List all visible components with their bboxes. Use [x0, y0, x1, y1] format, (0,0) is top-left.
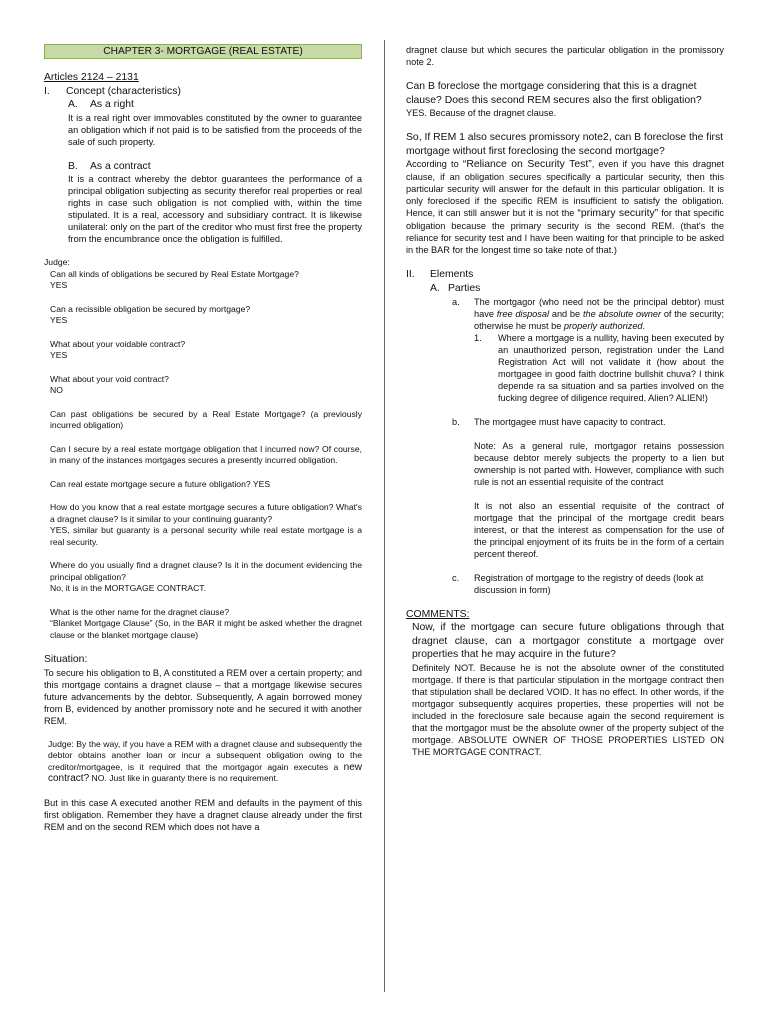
reliance-answer [406, 158, 724, 256]
item-a-part2: and be [551, 308, 581, 319]
item-c [406, 572, 724, 596]
reliance-text-1: According to [406, 159, 459, 170]
where-answer: No, it is in the MORTGAGE CONTRACT. [50, 583, 206, 594]
situation-text: To secure his obligation to B, A constituted a REM over a certain property; and this mortgage contains a dragnet clause – that a mortgage likewise secures future advancements by the debtor. Subsequently, A again borrowed money from B, evidenced by another promissory note and he secured it with another REM. [44, 667, 362, 726]
qa-answer: YES [50, 350, 68, 361]
column-divider [384, 40, 385, 992]
other-name-answer: “Blanket Mortgage Clause” (So, in the BAR it might be asked whether the dragnet clause or the blanket mortgage clause) [50, 618, 362, 640]
subsection-a-title: As a right [90, 99, 134, 111]
possession-note: Note: As a general rule, mortgagor retains possession because debtor merely subjects the property to a lien but ownership is not parted with. However, compliance with such rule is not an essential requisite of the contract [474, 440, 724, 487]
item-1-text: Where a mortgage is a nullity, having been executed by an unauthorized person, registration under the Land Registration Act will not validate it (how about the mortgagee in good faith doctrine bullshit chuva? I think depende ra sa situation and sa parties involved on the fucking degree of diligence required. Alien? ALIEN!) [498, 332, 724, 403]
future-answer: YES [252, 478, 271, 489]
subsection-b-number: B. [68, 160, 78, 172]
parties-title: Parties [448, 282, 481, 294]
qa-answer: YES [50, 280, 68, 291]
section-1-title: Concept (characteristics) [66, 85, 181, 97]
absolute-owner-term: the absolute owner [582, 308, 662, 319]
judge-note-text: Judge: By the way, if you have a REM with a dragnet clause and subsequently the debtor obtains another loan or incur a subsequent obligation owing to the creditor/mortgagee, is it required that the mortgagor again executes a [48, 738, 362, 772]
item-1-label: 1. [474, 332, 482, 343]
qa-answer: YES [50, 315, 68, 326]
right-definition: It is a real right over immovables constituted by the owner to guarantee an obligation which if not paid is to be satisfied from the proceeds of the sale of such property. [68, 112, 362, 147]
contract-definition: It is a contract whereby the debtor guarantees the performance of a principal obligation subjecting as security therefor real properties or real rights in case such obligation is not complied with, within the time stipulated. It is a real, accessory and subsidiary contract. It is likewise unilateral: only on the part of the creditor who must first free the property from the encumbrance once the obligation is fulfilled. [68, 174, 362, 245]
future-question: Can real estate mortgage secure a future obligation? [50, 478, 251, 489]
item-c-label: c. [452, 572, 460, 583]
qa-question: Can a recissible obligation be secured by mortgage? [50, 303, 251, 314]
reliance-question: So, If REM 1 also secures promissory note2, can B foreclose the first mortgage without first foreclosing the second mortgage? [406, 132, 724, 157]
foreclose-answer: YES. Because of the dragnet clause. [406, 108, 557, 119]
qa-question: What about your voidable contract? [50, 338, 186, 349]
past-question: Can past obligations be secured by a Real Estate Mortgage? [50, 408, 306, 419]
section-1-heading [44, 85, 362, 99]
continued-text: dragnet clause but which secures the particular obligation in the promissory note 2. [406, 45, 724, 67]
item-a-label: a. [452, 296, 460, 307]
foreclose-question: Can B foreclose the mortgage considering that this is a dragnet clause? Does this second REM secures also the first obligation? [406, 81, 702, 106]
subsection-b-heading [44, 160, 362, 174]
judge-note-answer: NO. Just like in guaranty there is no requirement. [91, 773, 279, 784]
parties-number: A. [430, 282, 440, 294]
item-b-label: b. [452, 416, 460, 427]
where-question: Where do you usually find a dragnet clause? Is it in the document evidencing the principal obligation? [50, 560, 362, 582]
item-a-part3: of the security; otherwise he must be [474, 308, 725, 331]
item-c-text: Registration of mortgage to the registry of deeds (look at discussion in form) [474, 572, 704, 595]
section-2-heading [406, 268, 724, 282]
free-disposal-term: free disposal [496, 308, 550, 319]
dragnet-answer: YES, similar but guaranty is a personal security while real estate mortgage is a real security. [50, 525, 362, 547]
left-column [44, 44, 362, 833]
subsection-a-number: A. [68, 99, 78, 111]
item-b-text: The mortgagee must have capacity to contract. [474, 416, 666, 427]
situation-label: Situation: [44, 654, 88, 666]
chapter-title: CHAPTER 3- MORTGAGE (REAL ESTATE) [44, 44, 362, 59]
reliance-test-name: “Reliance on Security Test” [462, 159, 592, 171]
item-a-text [474, 296, 724, 332]
comments-label: COMMENTS: [406, 608, 470, 620]
item-a-part1: The mortgagor (who need not be the principal debtor) must have [474, 296, 724, 319]
subsection-a-heading [44, 98, 362, 112]
articles-heading: Articles 2124 – 2131 [44, 72, 139, 83]
item-1 [406, 332, 724, 404]
dragnet-question: How do you know that a real estate mortgage secures a future obligation? What's a dragnet clause? Is it similar to your continuing guaranty? [50, 502, 362, 524]
subsection-b-title: As a contract [90, 160, 151, 172]
section-1-number: I. [44, 85, 50, 97]
comments-question: Now, if the mortgage can secure future obligations through that dragnet clause, can a mortgagor constitute a mortgage over properties that he may acquire in the future? [412, 622, 724, 661]
comments-answer: Definitely NOT. Because he is not the absolute owner of the constituted mortgage. If there is that particular stipulation in the mortgage contract then that stipulation shall be declared VOID. It has no effect. In other words, if the mortgagor subsequently acquires properties, these properties will not be included in the foreclosure sale because again the second requirement is that the mortgagor must be the absolute owner of the property subject of the mortgage. ABSOLUTE OWNER OF THOSE PROPERTIES LISTED ON THE MORTGAGE CONTRACT. [412, 662, 724, 757]
interest-note: It is not also an essential requisite of the contract of mortgage that the principal of the mortgage credit bears interest, or that the interest as compensation for the use of the principal enjoyment of its fruits be in the form of a certain percent thereof. [474, 500, 724, 559]
past-obligation-qa [50, 409, 362, 432]
section-2-number: II. [406, 269, 415, 281]
other-name-question: What is the other name for the dragnet clause? [50, 606, 230, 617]
judge-dragnet-note [44, 739, 362, 785]
section-2-title: Elements [430, 269, 474, 281]
item-a-part4: . [642, 320, 646, 331]
present-obligation-text: Can I secure by a real estate mortgage obligation that I incurred now? Of course, in many of the instances mortgages secures a presently incurred obligation. [50, 443, 362, 466]
item-b [406, 416, 724, 428]
qa-answer: NO [50, 385, 63, 396]
right-column [406, 44, 724, 758]
reliance-text-2: , even if you have this dragnet clause, if an obligation secures specifically a particular security, then this particular security will answer for the default in this particular obligation. It is only foreclosed if the specific REM is insufficient to satisfy the obligation. Hence, it can still answer but it is not the [406, 159, 724, 219]
parties-heading [406, 282, 724, 296]
judge-label: Judge: [44, 257, 70, 268]
qa-question: Can all kinds of obligations be secured by Real Estate Mortgage? [50, 268, 299, 279]
qa-question: What about your void contract? [50, 373, 169, 384]
reliance-text-3: for that specific obligation because the primary security is the second REM. (that's the reliance for security test and I have been waiting for that principle to be asked in the BAR for the longest time so take note of that.) [406, 208, 724, 256]
primary-security-term: “primary security” [577, 208, 659, 220]
default-text: But in this case A executed another REM and defaults in the payment of this first obligation. Remember they have a dragnet clause already under the first REM and on the second REM which does not have a [44, 797, 362, 832]
judge-note-emphasis: new contract? [48, 761, 363, 785]
item-a [406, 296, 724, 332]
future-obligation-qa [50, 479, 362, 491]
properly-authorized-term: properly authorized [563, 320, 643, 331]
past-answer: (a previously incurred obligation) [50, 408, 362, 431]
